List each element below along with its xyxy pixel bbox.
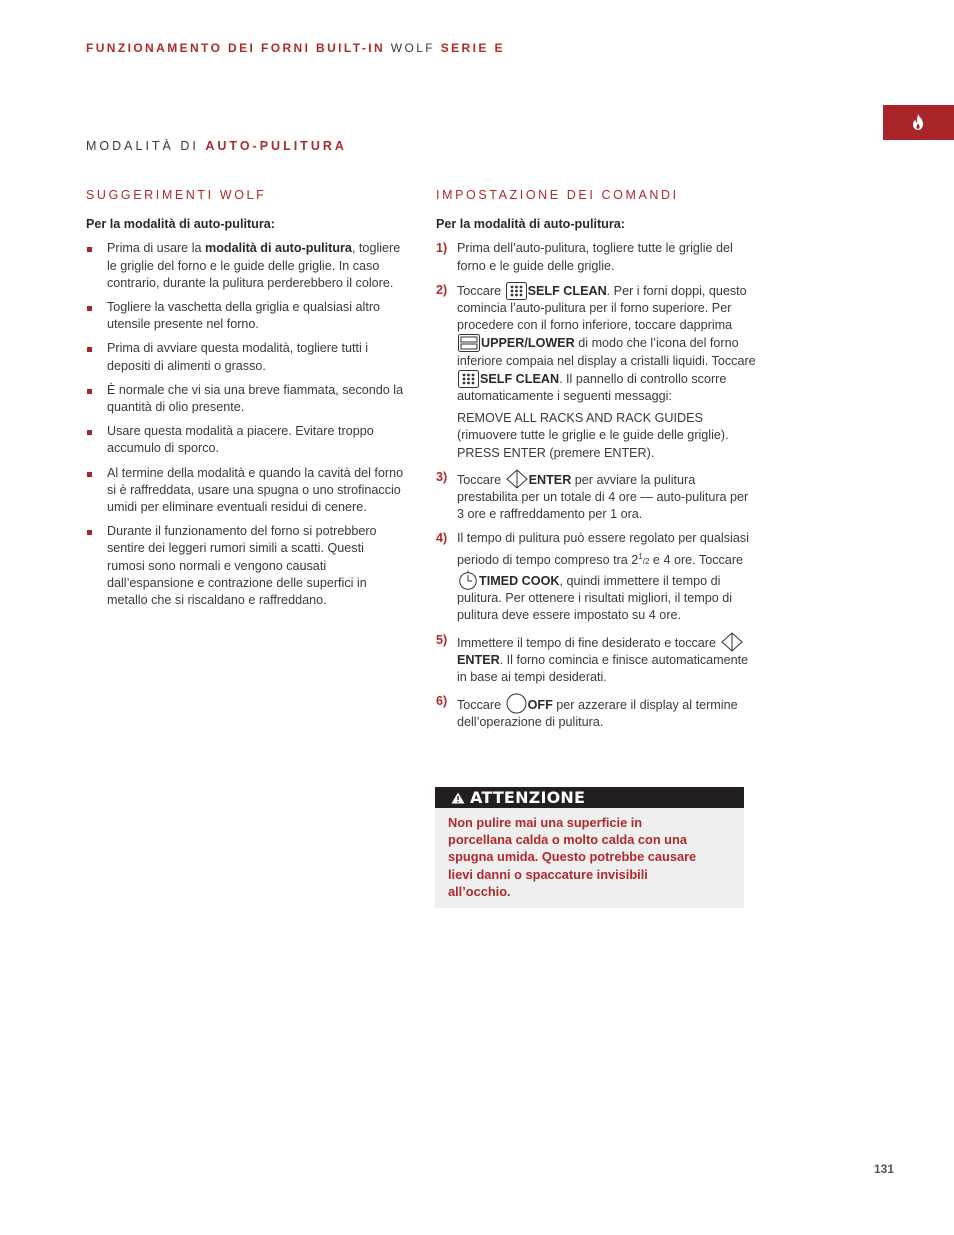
section-title-highlight: AUTO-PULITURA [205,139,347,153]
tips-intro: Per la modalità di auto-pulitura: [86,217,275,232]
section-tab [883,105,954,140]
header-brand: WOLF [390,41,436,55]
tips-column [86,187,404,616]
page-number: 131 [874,1162,895,1176]
section-title-prefix: MODALITÀ DI [86,139,199,153]
controls-column [436,187,756,739]
running-header [86,41,505,55]
list-item: 1) Prima dell’auto-pulitura, togliere tutte le griglie del forno e le guide delle griglie. [436,241,733,273]
list-item: 5) Immettere il tempo di fine desiderato e toccare ENTER. Il forno comincia e finisce automaticamente in base ai tempi desiderati. [436,632,749,685]
list-item: Prima di usare la modalità di auto-pulitura, togliere le griglie del forno e le guide delle griglie. In caso contrario, durante la pulitura perderebbero il colore. [86,240,404,292]
list-item: Prima di avviare questa modalità, togliere tutti i depositi di alimenti o grasso. [86,340,404,374]
warning-title: ATTENZIONE [470,788,586,807]
timer-icon [458,570,478,590]
upper-lower-icon [458,334,480,352]
enter-icon [721,632,743,652]
list-item: È normale che vi sia una breve fiammata, secondo la quantità di olio presente. [86,382,404,416]
flame-icon [911,114,925,130]
self-clean-icon [458,370,479,388]
off-icon [506,693,527,714]
controls-intro: Per la modalità di auto-pulitura: [436,217,625,232]
list-item: 6) Toccare OFF per azzerare il display al termine dell’operazione di pulitura. [436,694,738,730]
display-messages: REMOVE ALL RACKS AND RACK GUIDES (rimuovere tutte le griglie e le guide delle griglie). PRESS ENTER (premere ENTER). [457,411,729,460]
warning-text: Non pulire mai una superficie in porcellana calda o molto calda con una spugna umida. Questo potrebbe causare lievi danni o spaccature invisibili all’occhio. [448,815,697,899]
warning-header [435,787,744,808]
enter-icon [506,469,528,489]
list-item: Usare questa modalità a piacere. Evitare troppo accumulo di sporco. [86,423,404,457]
warning-box [435,787,744,908]
tips-title: SUGGERIMENTI WOLF [86,188,267,202]
self-clean-icon [506,282,527,300]
list-item: Al termine della modalità e quando la cavità del forno si è raffreddata, usare una spugna o uno strofinaccio umidi per eliminare eventuali residui di cenere. [86,465,404,517]
list-item: Durante il funzionamento del forno si potrebbero sentire dei leggeri rumori simili a scatti. Questi rumosi sono normali e vengono causati dall’espansione e contrazione delle superfici in metallo che si riscaldano e raffreddano. [86,523,404,609]
header-series: SERIE E [440,41,505,55]
tips-list [86,240,404,609]
list-item: Togliere la vaschetta della griglia e qualsiasi altro utensile presente nel forno. [86,299,404,333]
header-title: FUNZIONAMENTO DEI FORNI BUILT-IN [86,41,386,55]
steps-list [436,240,756,731]
list-item: 3) Toccare ENTER per avviare la pulitura prestabilita per un totale di 4 ore — auto-pulitura per 3 ore e raffreddamento per 1 ora. [436,469,749,522]
section-title [86,139,347,153]
controls-title: IMPOSTAZIONE DEI COMANDI [436,188,679,202]
list-item: 2) Toccare SELF CLEAN. Per i forni doppi, questo comincia l’auto-pulitura per il forno superiore. Per procedere con il forno inferiore, toccare dapprima UPPER/LOWER di modo che l’icona del forno inferiore compaia nel display a cristalli liquidi. Toccare SELF CLEAN. Il pannello di controllo scorre automaticamente i seguenti messaggi: REMOVE ALL RACKS AND RACK GUIDES (rimuovere tutte le griglie e le guide delle griglie). PRESS ENTER (premere ENTER). [436,282,756,462]
list-item: 4) Il tempo di pulitura può essere regolato per qualsiasi periodo di tempo compreso tra $2^1/2$ e 4 ore. Toccare TIMED COOK, quindi immettere il tempo di pulitura. Per ottenere i risultati migliori, il tempo di pulitura deve essere impostato su 4 ore. [436,531,749,623]
warning-triangle-icon [451,792,465,804]
